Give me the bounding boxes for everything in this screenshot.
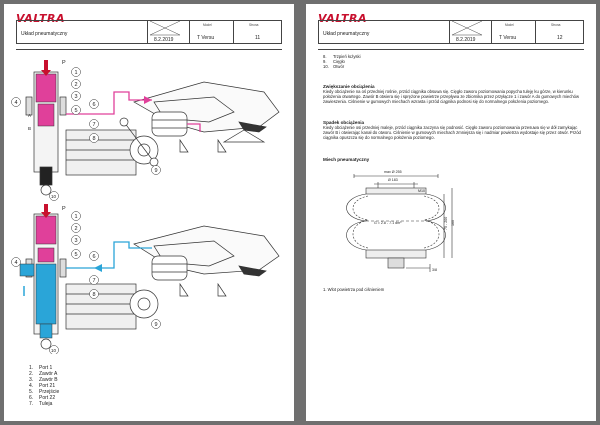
label-b: B: [28, 126, 32, 131]
label-10-lower: 10: [51, 348, 57, 353]
header-model-caption: Model: [203, 23, 212, 27]
legend-item: 6. Port 22: [29, 395, 56, 401]
label-9: 9: [154, 168, 158, 174]
label-p: P: [62, 60, 66, 66]
bellows-footnote: 1. Wlot powietrza pod ciśnieniem: [323, 287, 385, 292]
header-page-caption: Strona: [551, 23, 561, 27]
legend-item: 3. Zawór B: [29, 377, 58, 383]
header-model-caption: Model: [505, 23, 514, 27]
section-load-decrease: [323, 120, 585, 140]
label-4: 4: [14, 100, 18, 106]
bellows-heading: Miech pneumatyczny: [323, 157, 370, 162]
legend-list: [29, 365, 59, 407]
section-heading: Zwiększanie obciążenia: [323, 84, 375, 89]
label-2: 2: [74, 82, 78, 88]
label-10: 10: [51, 194, 57, 199]
label-3-lower: 3: [74, 238, 78, 244]
label-9-lower: 9: [154, 322, 158, 328]
label-a: A: [28, 113, 32, 118]
label-5-lower: 5: [74, 252, 78, 258]
list-item: 8. Trzpień łożyski: [323, 54, 361, 59]
legend-item: 2. Zawór A: [29, 371, 58, 377]
dim-thread: M10: [418, 189, 425, 193]
label-p-lower: P: [62, 206, 66, 212]
label-8: 8: [92, 136, 96, 142]
legend-item: 4. Port 21: [29, 383, 56, 389]
air-bellows-drawing: [326, 166, 466, 276]
header-date: 8.2.2019: [456, 37, 476, 43]
header-page-caption: Strona: [249, 23, 259, 27]
section-text: Kiedy obciążenie osi przedniej maleje, przód ciągnika zaczyna się podnosić. Cięgło zaworu poziomowania przesuwa się w dół zamykając zawór B i otwierając kanał do otworu. Ciśnienie w gumowych miechach zmniejsza się i nadmiar powietrza wydostaje się przez otwór. Przód ciągnika opuszcza się do normalnego położenia poziomego.: [323, 125, 581, 140]
label-3: 3: [74, 94, 78, 100]
dim-volume: G = 2.8 - 7.1 dm³: [374, 221, 402, 225]
header-title: Układ pneumatyczny: [21, 31, 68, 37]
list-item: 10. Otwór: [323, 64, 345, 69]
dim-max-diameter: max Ø 255: [384, 170, 402, 174]
dim-height-2: 75 - 200: [444, 216, 448, 230]
label-7-lower: 7: [92, 278, 96, 284]
document-page-left: [4, 4, 294, 421]
label-5: 5: [74, 108, 78, 114]
section-load-increase: [323, 84, 585, 104]
leveling-valve-diagram-upper: [4, 52, 294, 202]
leveling-valve-diagram-lower: [4, 204, 294, 354]
bellows-section: [323, 157, 369, 162]
legend-item: 7. Tuleja: [29, 401, 53, 407]
dim-height-1: 160: [451, 220, 455, 226]
document-page-right: [306, 4, 596, 421]
header-model: T Versu: [499, 35, 517, 41]
label-4-lower: 4: [14, 260, 18, 266]
continued-list: [323, 54, 361, 69]
header-title: Układ pneumatyczny: [323, 31, 370, 37]
dim-diameter: Ø 183: [388, 178, 398, 182]
label-6-lower: 6: [92, 254, 96, 260]
label-2-lower: 2: [74, 226, 78, 232]
legend-item: 1. Port 1: [29, 365, 53, 371]
valtra-logo: VALTRA: [16, 12, 65, 25]
header-date: 8.2.2019: [154, 37, 174, 43]
list-item: 9. Cięgło: [323, 59, 345, 64]
label-1: 1: [74, 70, 78, 76]
header-table: [16, 20, 282, 44]
label-6: 6: [92, 102, 96, 108]
dim-fitting: 3/8: [432, 268, 437, 272]
header-page-number: 12: [557, 35, 563, 41]
header-table: [318, 20, 584, 44]
label-1-lower: 1: [74, 214, 78, 220]
section-heading: Spadek obciążenia: [323, 120, 365, 125]
header-model: T Versu: [197, 35, 215, 41]
header-page-number: 11: [255, 35, 261, 41]
section-text: Kiedy obciążenie na oś przedniej rośnie, przód ciągnika obsuwa się. Cięgło zaworu poziomowania popycha tuleję ku górze, w kierunku położenia otwartego. Zawór B otwiera się i sprężone powietrze przepływa ze zbiornika przez przyłącze 1 i zawór A do gumowych miechów zawieszenia. Ciśnienie w gumowych miechach wzrasta i przód ciągnika podnosi się do normalnego położenia poziomego.: [323, 89, 580, 104]
valtra-logo: VALTRA: [318, 12, 367, 25]
legend-item: 5. Przejście: [29, 389, 60, 395]
label-7: 7: [92, 122, 96, 128]
label-8-lower: 8: [92, 292, 96, 298]
